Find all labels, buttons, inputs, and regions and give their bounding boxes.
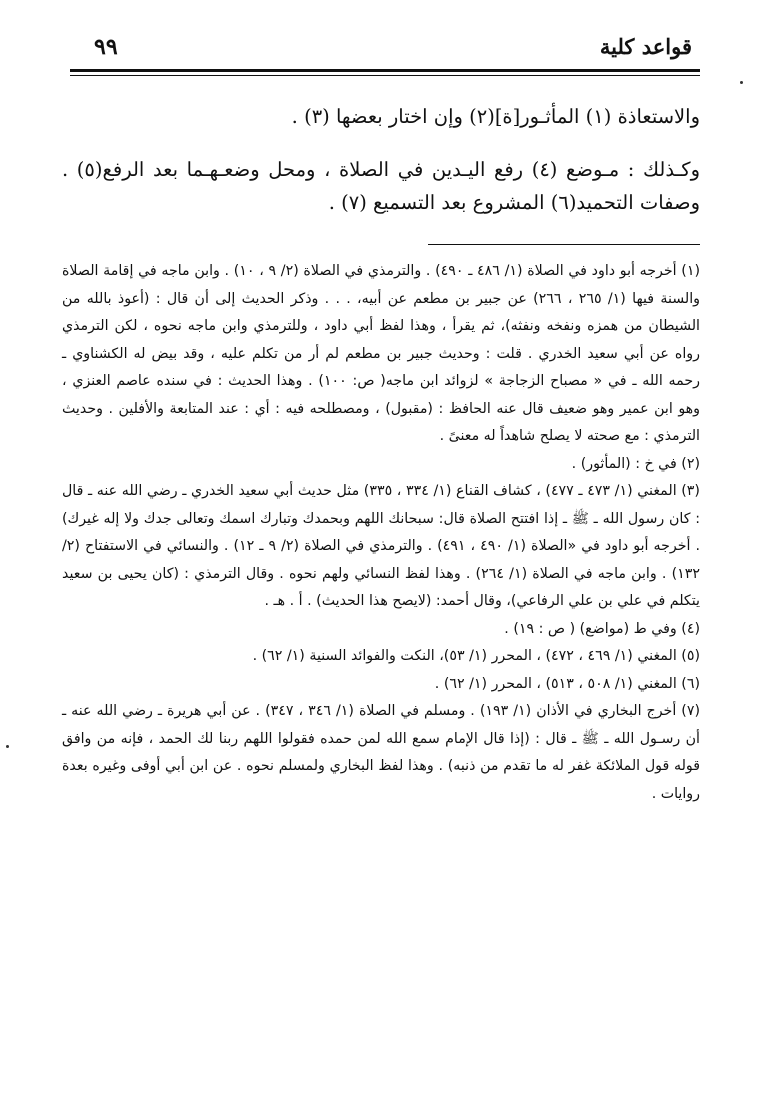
footnote-number: (٣): [681, 483, 700, 499]
main-text: [62, 100, 700, 219]
main-paragraph-1: والاستعاذة (١) المأثـور[ة](٢) وإن اختار بعضها (٣) .: [291, 105, 700, 128]
footnote-number: (٤): [681, 620, 700, 637]
footnote-text: أخرج البخاري في الأذان (١/ ١٩٣) . ومسلم في الصلاة (١/ ٣٤٦ ، ٣٤٧) . عن أبي هريرة ـ رضي الله عنه ـ أن رسـول الله ـ ﷺ ـ قال : (إذا قال الإمام سمع الله لمن حمده فقولوا اللهم ربنا لك الحمد ، فإنه من وافق قوله قول الملائكة غفر له ما تقدم من ذنبه) . وهذا لفظ البخاري ولمسلم نحوه . عن ابن أبي أوفى وغيره بعدة روايات .: [62, 703, 700, 802]
footnote-text: المغني (١/ ٤٧٣ ـ ٤٧٧) ، كشاف القناع (١/ ٣٣٤ ، ٣٣٥) مثل حديث أبي سعيد الخدري ـ رضي الله عنه ـ قال : كان رسول الله ـ ﷺ ـ إذا افتتح الصلاة قال: سبحانك اللهم وبحمدك وتبارك اسمك وتعالى جدك ولا إله غيرك) . أخرجه أبو داود في «الصلاة (١/ ٤٩٠ ، ٤٩١) . والترمذي في الصلاة (٢/ ٩ ـ ١٢) . والنسائي في الاستفتاح (٢/ ١٣٢) . وابن ماجه في الصلاة (١/ ٢٦٤) . وهذا لفظ النسائي ولهم نحوه . وقال الترمذي : (كان يحيى بن سعيد يتكلم في علي بن علي الرفاعي)، وقال أحمد: (لايصح هذا الحديث) . أ . هـ .: [62, 483, 700, 609]
footnote: [62, 671, 700, 699]
footnote-separator: [428, 244, 700, 245]
footnote: [62, 478, 700, 616]
header-rule-thick: [70, 69, 700, 72]
footnote: [62, 698, 700, 808]
running-title: قواعد كلية: [599, 34, 692, 59]
footnote-number: (٢): [681, 455, 700, 472]
page-header: [62, 30, 700, 66]
footnote-number: (٦): [681, 675, 700, 692]
footnote-number: (١): [681, 263, 700, 279]
footnote-text: في خ : (المأثور) .: [571, 455, 677, 472]
header-rule-thin: [70, 75, 700, 76]
footnote-number: (٧): [681, 703, 700, 719]
footnote-text: المغني (١/ ٤٦٩ ، ٤٧٢) ، المحرر (١/ ٥٣)، النكت والفوائد السنية (١/ ٦٢) .: [252, 648, 677, 664]
footnote: [62, 616, 700, 644]
footnote: [62, 643, 700, 671]
footnotes: [62, 258, 700, 808]
footnote: [62, 258, 700, 451]
page-number: ٩٩: [94, 34, 118, 60]
main-paragraph-2: وكـذلك : مـوضع (٤) رفع اليـدين في الصلاة ، ومحل وضعـهـما بعد الرفع(٥) . وصفات التحميد(٦) المشروع بعد التسميع (٧) .: [62, 158, 700, 214]
scan-speck: [6, 745, 9, 748]
footnote-text: المغني (١/ ٥٠٨ ، ٥١٣) ، المحرر (١/ ٦٢) .: [434, 675, 677, 692]
scan-speck: [740, 81, 743, 84]
footnote-text: أخرجه أبو داود في الصلاة (١/ ٤٨٦ ـ ٤٩٠) . والترمذي في الصلاة (٢/ ٩ ، ١٠) . وابن ماجه في إقامة الصلاة والسنة فيها (١/ ٢٦٥ ، ٢٦٦) عن جبير بن مطعم عن أبيه، . . . وذكر الحديث إلى أن قال : (أعوذ بالله من الشيطان من همزه ونفخه ونفثه)، ثم يقرأ ، وهذا لفظ أبي داود ، وللترمذي وابن ماجه نحوه ، لكن الترمذي رواه عن أبي سعيد الخدري . قلت : وحديث جبير بن مطعم لم أر من تكلم عليه ، وقد بيض له الكشناوي ـ رحمه الله ـ في « مصباح الزجاجة » لزوائد ابن ماجه( ص: ١٠٠) . وهذا الحديث : في سنده عاصم العنزي ، وهو ابن عمير وهو ضعيف قال عنه الحافظ : (مقبول) ، ومصطلحه فيه : أي : عند المتابعة والأفلين . وحديث الترمذي : مع صحته لا يصلح شاهداً له معنىً .: [62, 263, 701, 444]
footnote-number: (٥): [681, 648, 700, 664]
footnote: [62, 451, 700, 479]
footnote-text: وفي ط (مواضع) ( ص : ١٩) .: [504, 620, 677, 637]
